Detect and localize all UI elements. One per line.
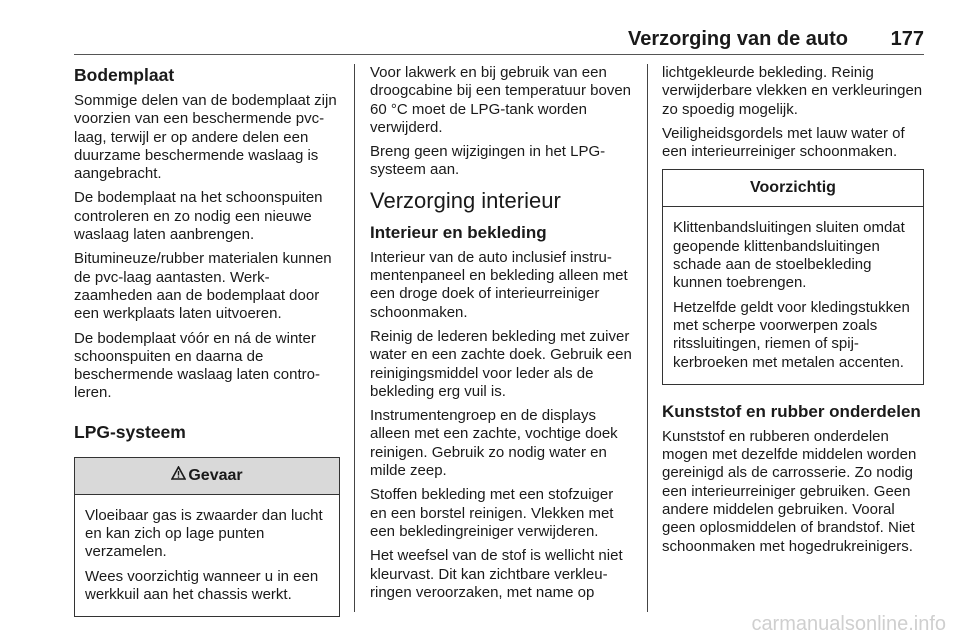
- paragraph: Wees voorzichtig wanneer u in een werkkuil aan het chassis werkt.: [85, 567, 319, 603]
- danger-title: Gevaar: [188, 466, 243, 484]
- paragraph: Reinig de lederen bekleding met zuiver water en een zachte doek. Gebruik een reinigingsmiddel voor leder als de bekleding erg vuil is.: [370, 327, 632, 400]
- danger-box-header: [75, 458, 339, 495]
- page-header: [74, 28, 924, 52]
- caution-box: [662, 169, 924, 384]
- header-rule: [74, 54, 924, 55]
- paragraph: Instrumentengroep en de displays alleen met een zachte, vochtige doek reinigen. Gebruik zo nodig water en milde zeep.: [370, 407, 618, 480]
- header-title: Verzorging van de auto: [627, 28, 848, 50]
- paragraph: Voor lakwerk en bij gebruik van een droogcabine bij een temperatuur boven 60 °C moet de LPG-tank worden verwijderd.: [370, 64, 632, 136]
- paragraph: Stoffen bekleding met een stofzuiger en een borstel reinigen. Vlekken met een bekledingreiniger verwijderen.: [370, 486, 614, 540]
- section-heading-bodemplaat: Bodemplaat: [74, 65, 175, 85]
- column-divider: [647, 64, 648, 612]
- paragraph: Het weefsel van de stof is wellicht niet kleurvast. Dit kan zichtbare verkleuringen veroorzaken, met name op: [370, 547, 623, 601]
- paragraph: Sommige delen van de bodemplaat zijn voorzien van een beschermende pvc-laag, terwijl er op andere delen een duurzame beschermende waslaag is aangebracht.: [74, 92, 337, 183]
- caution-box-body: [663, 207, 923, 383]
- subheading-plastic-rubber: Kunststof en rubber onderdelen: [662, 401, 921, 421]
- paragraph: Breng geen wijzigingen in het LPG-systeem aan.: [370, 143, 606, 179]
- column-1: [74, 64, 340, 617]
- paragraph: Hetzelfde geldt voor kledingstukken met scherpe voorwerpen zoals ritssluitingen, riemen of spijkerbroeken met metalen accenten.: [673, 298, 910, 371]
- page-number: 177: [890, 28, 924, 50]
- paragraph: De bodemplaat vóór en ná de winter schoonspuiten en daarna de beschermende waslaag laten controleren.: [74, 329, 320, 402]
- paragraph: Interieur van de auto inclusief instrumentenpaneel en bekleding alleen met een droge doek of interieurreiniger schoonmaken.: [370, 248, 628, 321]
- paragraph: Klittenbandsluitingen sluiten omdat geopende klittenbandsluitingen schade aan de stoelbekleding kunnen toebrengen.: [673, 219, 905, 292]
- section-heading-lpg: LPG-systeem: [74, 421, 186, 442]
- danger-box: [74, 457, 340, 617]
- paragraph: lichtgekleurde bekleding. Reinig verwijderbare vlekken en verkleuringen zo spoedig mogelijk.: [662, 64, 923, 118]
- column-3: [662, 64, 924, 562]
- section-title-interior: Verzorging interieur: [370, 187, 561, 213]
- caution-title: Voorzichtig: [663, 170, 923, 207]
- paragraph: De bodemplaat na het schoonspuiten controleren en zo nodig een nieuwe waslaag laten aanbrengen.: [74, 189, 323, 244]
- paragraph: Veiligheidsgordels met lauw water of een interieurreiniger schoonmaken.: [662, 124, 905, 161]
- watermark: carmanualsonline.info: [751, 613, 946, 635]
- paragraph: Vloeibaar gas is zwaarder dan lucht en kan zich op lage punten verzamelen.: [85, 506, 323, 561]
- column-divider: [354, 64, 355, 612]
- paragraph: Bitumineuze/rubber materialen kunnen de pvc-laag aantasten. Werkzaamheden aan de bodemplaat door een werkplaats laten uitvoeren.: [74, 250, 332, 323]
- paragraph: Kunststof en rubberen onderdelen mogen met dezelfde middelen worden gereinigd als de carrosserie. Zo nodig een interieurreiniger gebruiken. Geen andere middelen gebruiken. Vooral geen oplosmiddelen of brandstof. Niet schoonmaken met hogedrukreinigers.: [662, 427, 917, 555]
- subheading-interior: Interieur en bekleding: [370, 222, 547, 242]
- column-2: [370, 64, 632, 608]
- danger-box-body: [75, 495, 339, 616]
- warning-triangle-icon: [171, 466, 186, 486]
